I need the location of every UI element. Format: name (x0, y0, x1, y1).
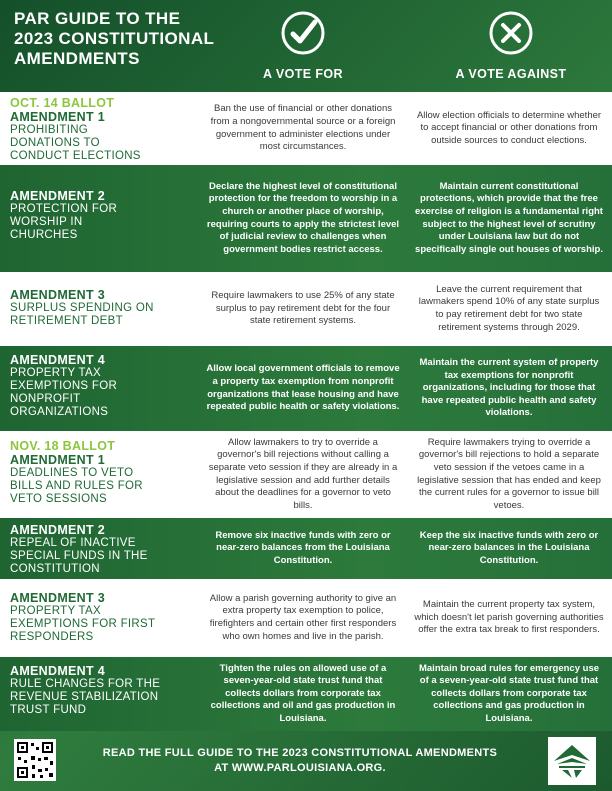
amendment-subtitle-line: PROHIBITING (10, 124, 89, 136)
page-title (14, 9, 254, 69)
amendment-title-cell (0, 346, 200, 431)
x-circle-icon (488, 10, 534, 56)
footer-website-link[interactable]: AT WWW.PARLOUISIANA.ORG. (214, 762, 386, 774)
vote-for-description: Tighten the rules on allowed use of a seven-year-old state trust fund that collects dollars from corporate tax collections and oil and gas production in Louisiana. (210, 662, 396, 724)
amendment-row (0, 346, 612, 431)
amendment-subtitle-line: EXEMPTIONS FOR (10, 380, 118, 392)
amendment-row (0, 518, 612, 579)
vote-against-description: Maintain current constitutional protections, which provide that the free exercise of religion is a fundamental right subject to the highest level of scrutiny under Louisiana law but do not specifically single out houses of worship. (415, 180, 603, 255)
amendment-subtitle-line: CONSTITUTION (10, 563, 100, 575)
vote-for-description: Allow local government officials to remove a property tax exemption from nonprofit organizations that lease housing and have repeated public health or safety violations. (206, 363, 400, 413)
amendment-subtitle-line: RETIREMENT DEBT (10, 315, 123, 327)
title-line: AMENDMENTS (14, 49, 140, 68)
amendment-subtitle-line: TRUST FUND (10, 704, 87, 716)
amendment-subtitle-line: REVENUE STABILIZATION (10, 691, 159, 703)
amendment-row (0, 657, 612, 731)
amendment-number: AMENDMENT 4 (10, 353, 105, 367)
vote-for-description: Allow a parish governing authority to give an extra property tax exemption to police, firefighters and certain other first responders who own homes and live in the parish. (209, 592, 397, 642)
amendment-number: AMENDMENT 2 (10, 189, 105, 203)
amendment-title-cell (0, 657, 200, 731)
vote-against-description: Maintain the current system of property tax exemptions for nonprofit organizations, including for those that have repeated public health and safety violations. (419, 357, 599, 419)
title-line: PAR GUIDE TO THE (14, 9, 181, 28)
amendment-subtitle-line: SURPLUS SPENDING ON (10, 302, 154, 314)
amendment-number: AMENDMENT 2 (10, 523, 105, 537)
amendment-row (0, 272, 612, 346)
amendment-subtitle-line: SPECIAL FUNDS IN THE (10, 550, 148, 562)
vote-for-description: Declare the highest level of constitutional protection for the freedom to worship in a church or another place of worship, requiring courts to apply the strictest level of judicial review to challenges when government bodies restrict access. (206, 180, 400, 255)
amendment-subtitle-line: PROPERTY TAX (10, 605, 101, 617)
amendment-number: AMENDMENT 1 (10, 453, 105, 467)
vote-against-description: Leave the current requirement that lawmakers spend 10% of any state surplus to pay retirement debt for two state retirement systems through 2029. (418, 283, 600, 333)
amendment-subtitle-line: BILLS AND RULES FOR (10, 480, 143, 492)
amendment-subtitle-line: RULE CHANGES FOR THE (10, 678, 161, 690)
amendment-number: AMENDMENT 4 (10, 664, 105, 678)
amendment-row (0, 431, 612, 518)
amendment-subtitle-line: VETO SESSIONS (10, 493, 107, 505)
checkmark-circle-icon (280, 10, 326, 56)
ballot-date: NOV. 18 BALLOT (10, 439, 116, 453)
amendment-subtitle-line: WORSHIP IN (10, 216, 83, 228)
amendment-subtitle-line: PROPERTY TAX (10, 367, 101, 379)
vote-against-description: Keep the six inactive funds with zero or near-zero balances in the Louisiana Constitution. (419, 529, 599, 566)
amendment-subtitle-line: RESPONDERS (10, 631, 94, 643)
amendment-title-cell (0, 431, 200, 518)
vote-for-label: A VOTE FOR (263, 67, 343, 81)
amendment-title-cell (0, 579, 200, 657)
amendment-subtitle-line: ORGANIZATIONS (10, 406, 109, 418)
qr-code-icon[interactable] (14, 739, 56, 781)
footer-text (80, 746, 520, 776)
vote-against-description: Require lawmakers trying to override a governor's bill rejections to hold a separate veto session if the vetoes came in a legislative session that has ended and keep the current rules for a governor to issue bill vetoes. (417, 436, 601, 511)
vote-against-description: Maintain the current property tax system, which doesn't let parish governing authorities offer the extra tax break to first responders. (414, 599, 604, 636)
amendment-subtitle-line: REPEAL OF INACTIVE (10, 537, 136, 549)
par-logo-icon (548, 737, 596, 785)
footer-line: READ THE FULL GUIDE TO THE 2023 CONSTITUTIONAL AMENDMENTS (102, 747, 498, 759)
vote-against-description: Maintain broad rules for emergency use of a seven-year-old state trust fund that collects dollars from corporate tax collections and gas production in Louisiana. (418, 662, 600, 724)
amendment-subtitle-line: DEADLINES TO VETO (10, 467, 134, 479)
vote-for-description: Allow lawmakers to try to override a governor's bill rejections without calling a separate veto session if they are already in a legislative session and add further details about the deadlines for a governor to veto bills. (208, 436, 398, 511)
amendment-subtitle-line: NONPROFIT (10, 393, 81, 405)
amendment-row (0, 579, 612, 657)
amendment-row (0, 165, 612, 272)
amendment-title-cell (0, 165, 200, 272)
vote-against-label: A VOTE AGAINST (455, 67, 567, 81)
amendment-subtitle-line: PROTECTION FOR (10, 203, 118, 215)
amendment-title-cell (0, 518, 200, 579)
amendment-subtitle-line: EXEMPTIONS FOR FIRST (10, 618, 156, 630)
amendment-title-cell (0, 92, 200, 165)
amendment-subtitle-line: CHURCHES (10, 229, 78, 241)
amendment-number: AMENDMENT 3 (10, 591, 105, 605)
amendment-number: AMENDMENT 1 (10, 110, 105, 124)
vote-for-description: Require lawmakers to use 25% of any state surplus to pay retirement debt for the four state retirement systems. (211, 290, 395, 327)
amendment-subtitle-line: CONDUCT ELECTIONS (10, 150, 141, 162)
amendment-row (0, 92, 612, 165)
vote-for-description: Remove six inactive funds with zero or near-zero balances from the Louisiana Constitution. (215, 529, 391, 566)
vote-for-description: Ban the use of financial or other donations from a nongovernmental source or a foreign government to administer elections under most circumstances. (210, 103, 396, 153)
header (0, 0, 612, 92)
ballot-date: OCT. 14 BALLOT (10, 96, 115, 110)
amendment-subtitle-line: DONATIONS TO (10, 137, 100, 149)
vote-against-description: Allow election officials to determine whether to accept financial or other donations from outside sources to conduct elections. (416, 109, 602, 146)
footer (0, 731, 612, 791)
amendment-number: AMENDMENT 3 (10, 288, 105, 302)
amendment-title-cell (0, 272, 200, 346)
title-line: 2023 CONSTITUTIONAL (14, 29, 215, 48)
